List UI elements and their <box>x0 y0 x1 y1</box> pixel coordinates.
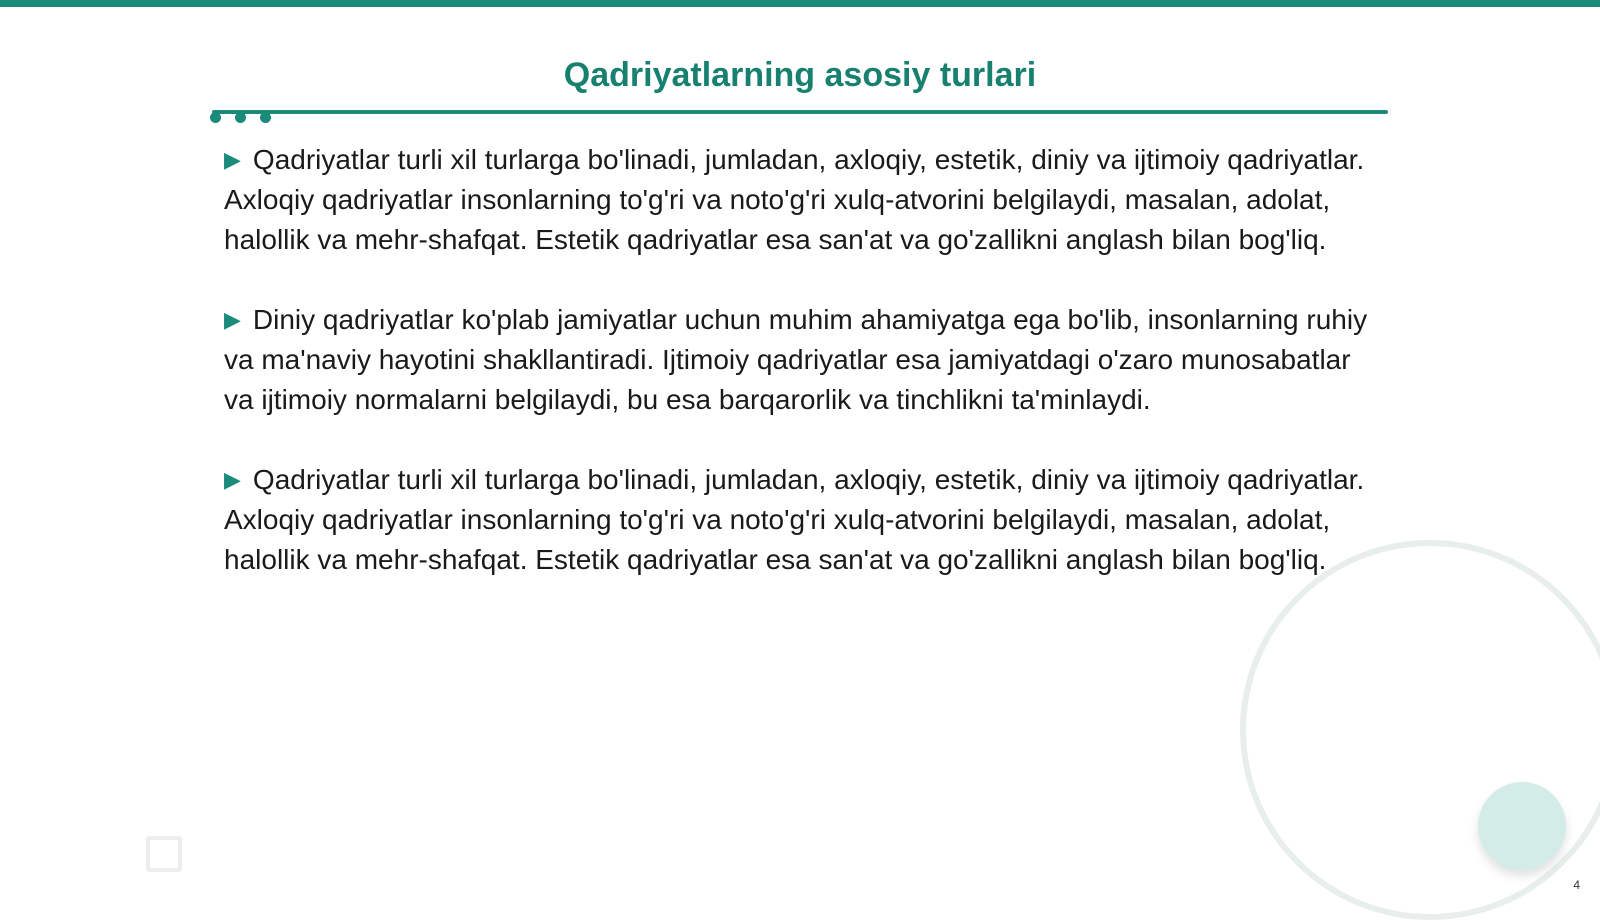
bullet-arrow-icon: ▶ <box>224 467 241 492</box>
title-underline <box>212 110 1388 114</box>
bullet-item <box>224 140 1374 260</box>
slide-title: Qadriyatlarning asosiy turlari <box>563 56 1037 94</box>
decor-dot <box>260 112 271 123</box>
decor-square <box>146 836 182 872</box>
bullet-text: Qadriyatlar turli xil turlarga bo'linadi, jumladan, axloqiy, estetik, diniy va ijtimoiy qadriyatlar. Axloqiy qadriyatlar insonlarning to'g'ri va noto'g'ri xulq-atvorini belgilaydi, masalan, adolat, halollik va mehr-shafqat. Estetik qadriyatlar esa san'at va go'zallikni anglash bilan bog'liq. <box>224 464 1365 575</box>
bullet-arrow-icon: ▶ <box>224 307 241 332</box>
bullet-item <box>224 300 1374 420</box>
bullet-arrow-icon: ▶ <box>224 147 241 172</box>
bullet-item <box>224 460 1374 580</box>
decor-dot <box>235 112 246 123</box>
bullet-text: Qadriyatlar turli xil turlarga bo'linadi, jumladan, axloqiy, estetik, diniy va ijtimoiy qadriyatlar. Axloqiy qadriyatlar insonlarning to'g'ri va noto'g'ri xulq-atvorini belgilaydi, masalan, adolat, halollik va mehr-shafqat. Estetik qadriyatlar esa san'at va go'zallikni anglash bilan bog'liq. <box>224 144 1365 255</box>
top-accent-bar <box>0 0 1600 7</box>
bullet-list <box>224 140 1374 620</box>
bullet-text: Diniy qadriyatlar ko'plab jamiyatlar uchun muhim ahamiyatga ega bo'lib, insonlarning ruhiy va ma'naviy hayotini shakllantiradi. Ijtimoiy qadriyatlar esa jamiyatdagi o'zaro munosabatlar va ijtimoiy normalarni belgilaydi, bu esa barqarorlik va tinchlikni ta'minlaydi. <box>224 304 1368 415</box>
decor-dot <box>210 112 221 123</box>
page-number: 4 <box>1573 878 1580 892</box>
decor-circle <box>1478 782 1566 870</box>
